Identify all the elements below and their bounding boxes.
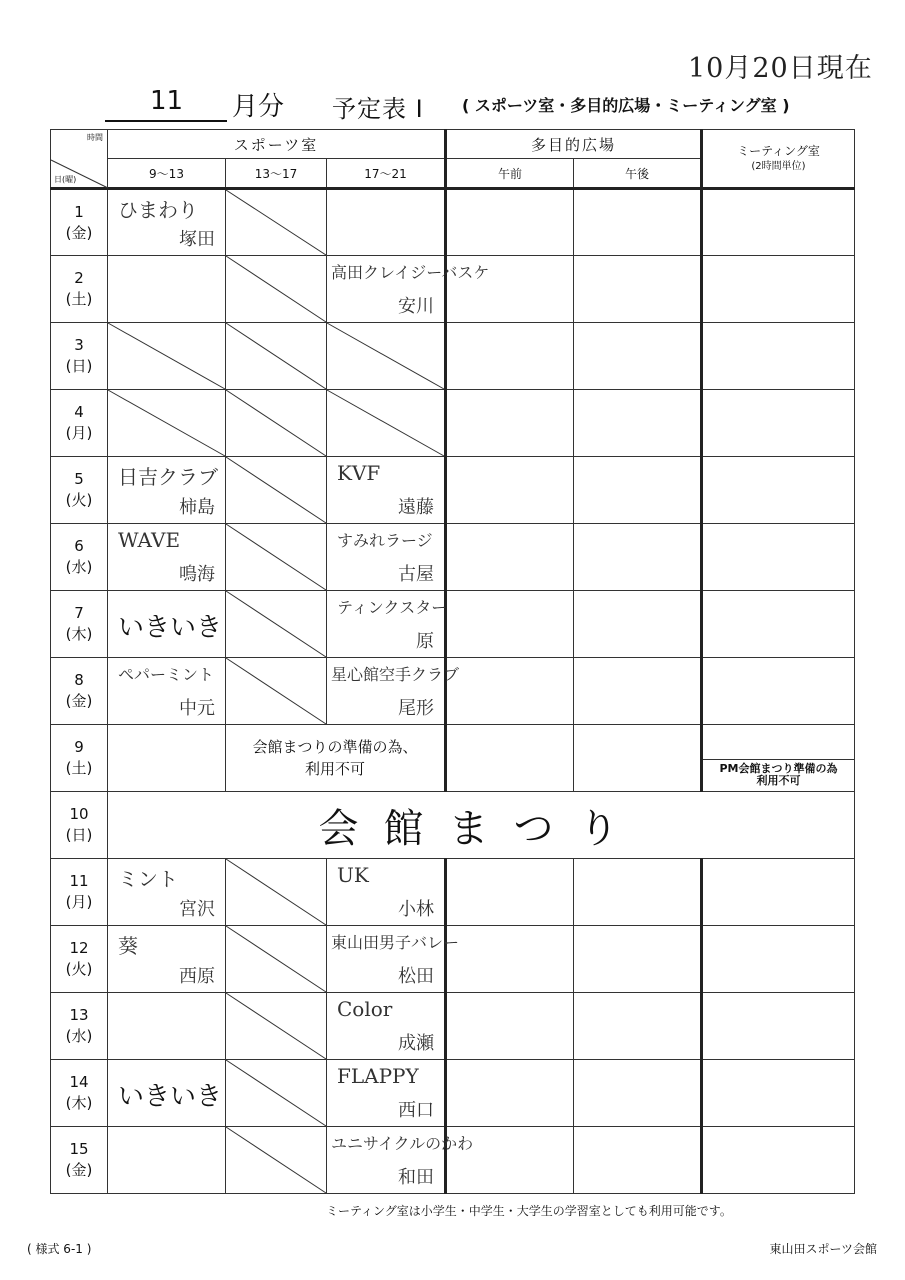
booking-person: 中元 (179, 698, 215, 719)
plaza-pm-cell[interactable] (574, 390, 702, 457)
booking-group: 日吉クラブ (118, 465, 218, 489)
day-row (51, 591, 855, 658)
page-title: 予定表 Ⅰ (332, 95, 424, 123)
day-label: 3 (日) (51, 323, 108, 390)
header-plaza: 多目的広場 (446, 130, 702, 159)
day-row (51, 457, 855, 524)
header-corner (51, 130, 108, 189)
meeting-divider (703, 759, 854, 760)
day-label: 1 (金) (51, 189, 108, 256)
booking-group: ユニサイクルのかわ (331, 1134, 474, 1153)
day-row (51, 792, 855, 859)
meeting-cell[interactable] (702, 390, 855, 457)
header-slot-3: 17～21 (327, 159, 446, 189)
day-row (51, 926, 855, 993)
slot-cell[interactable] (327, 993, 446, 1060)
plaza-pm-cell[interactable] (574, 725, 702, 792)
day-label: 8 (金) (51, 658, 108, 725)
day-label: 13 (水) (51, 993, 108, 1060)
day-row (51, 725, 855, 792)
slot-cell[interactable] (108, 859, 226, 926)
slash-mark (226, 1060, 326, 1126)
plaza-am-cell[interactable] (446, 1060, 574, 1127)
booking-group: KVF (337, 461, 381, 485)
slot-cell[interactable] (108, 1127, 226, 1194)
slot-cell-closed (226, 591, 327, 658)
meeting-cell[interactable] (702, 926, 855, 993)
slot-cell[interactable] (327, 591, 446, 658)
booking-group: すみれラージ (337, 531, 433, 550)
slot-cell-closed (226, 1127, 327, 1194)
booking-person: 塚田 (179, 229, 215, 250)
slot-cell-closed (327, 323, 446, 390)
slash-mark (226, 190, 326, 255)
plaza-am-cell[interactable] (446, 1127, 574, 1194)
footer-note: ミーティング室は小学生・中学生・大学生の学習室としても利用可能です。 (326, 1204, 732, 1218)
booking-person: 松田 (398, 966, 434, 987)
slot-cell[interactable] (327, 926, 460, 993)
booking-person: 遠藤 (398, 497, 434, 518)
plaza-pm-cell[interactable] (574, 658, 702, 725)
booking-group: 高田クレイジーバスケ (331, 263, 490, 282)
slash-mark (226, 926, 326, 992)
slot-cell[interactable] (108, 1060, 226, 1127)
booking-person: 小林 (398, 899, 434, 920)
plaza-pm-cell[interactable] (574, 457, 702, 524)
meeting-cell[interactable] (702, 323, 855, 390)
plaza-am-cell[interactable] (446, 323, 574, 390)
slot-cell-closed (226, 390, 327, 457)
meeting-cell[interactable] (702, 256, 855, 323)
plaza-am-cell[interactable] (446, 591, 574, 658)
day-row (51, 323, 855, 390)
meeting-cell[interactable] (702, 725, 855, 792)
booking-group: 葵 (118, 934, 138, 958)
slot-cell[interactable] (108, 926, 226, 993)
plaza-am-cell[interactable] (446, 725, 574, 792)
slot-cell-closed (226, 524, 327, 591)
plaza-am-cell[interactable] (446, 859, 574, 926)
slot-cell-closed (226, 457, 327, 524)
slash-mark (108, 390, 225, 456)
meeting-cell[interactable] (702, 1127, 855, 1194)
header-meeting-room (702, 130, 855, 189)
day-label: 14 (木) (51, 1060, 108, 1127)
plaza-am-cell[interactable] (446, 658, 574, 725)
booking-group: FLAPPY (337, 1064, 419, 1088)
day-row (51, 658, 855, 725)
slot-cell-closed (226, 859, 327, 926)
day-label: 6 (水) (51, 524, 108, 591)
slot-cell-closed (226, 1060, 327, 1127)
meeting-cell[interactable] (702, 658, 855, 725)
title-underline (105, 120, 227, 122)
meeting-unit-label: (2時間単位) (751, 160, 806, 172)
plaza-pm-cell[interactable] (574, 323, 702, 390)
corner-time-label: 時間 (87, 133, 103, 142)
title-unit: 月分 (232, 92, 285, 122)
page-subtitle: ( スポーツ室・多目的広場・ミーティング室 ) (462, 96, 790, 115)
slot-cell-closed (226, 926, 327, 993)
booking-person: 古屋 (398, 564, 434, 585)
booking-person: 安川 (398, 296, 434, 317)
booking-person: 成瀬 (398, 1033, 434, 1054)
meeting-cell[interactable] (702, 524, 855, 591)
form-number: ( 様式 6-1 ) (27, 1242, 92, 1256)
booking-person: 柿島 (179, 497, 215, 518)
slash-mark (226, 859, 326, 925)
plaza-am-cell[interactable] (446, 993, 574, 1060)
plaza-pm-cell[interactable] (574, 1127, 702, 1194)
day-row (51, 1127, 855, 1194)
booking-group: いきいき (118, 1082, 223, 1112)
day-label: 7 (木) (51, 591, 108, 658)
plaza-pm-cell[interactable] (574, 926, 702, 993)
slot-cell-closed (108, 323, 226, 390)
slash-mark (327, 323, 444, 389)
plaza-pm-cell[interactable] (574, 859, 702, 926)
plaza-am-cell[interactable] (446, 256, 574, 323)
booking-group: いきいき (118, 613, 223, 643)
slot-cell[interactable] (108, 658, 226, 725)
booking-person: 西原 (179, 966, 215, 987)
plaza-pm-cell[interactable] (574, 524, 702, 591)
booking-group: 東山田男子バレー (331, 933, 460, 952)
slot-cell[interactable] (108, 591, 226, 658)
day-row (51, 993, 855, 1060)
header-slot-2: 13～17 (226, 159, 327, 189)
booking-group: ペパーミント (118, 665, 215, 684)
plaza-pm-cell[interactable] (574, 189, 702, 256)
meeting-cell[interactable] (702, 457, 855, 524)
header-pm: 午後 (574, 159, 702, 189)
slash-mark (327, 390, 444, 456)
slot-cell[interactable] (327, 859, 446, 926)
slash-mark (226, 524, 326, 590)
slot-cell[interactable] (327, 1060, 446, 1127)
slot-cell[interactable] (327, 1127, 474, 1194)
schedule-table (50, 129, 855, 1194)
booking-group: WAVE (118, 528, 181, 552)
plaza-pm-cell[interactable] (574, 1060, 702, 1127)
slash-mark (226, 323, 326, 389)
plaza-am-cell[interactable] (446, 189, 574, 256)
organization-name: 東山田スポーツ会館 (769, 1242, 877, 1256)
plaza-pm-cell[interactable] (574, 591, 702, 658)
slot-cell[interactable] (108, 725, 226, 792)
day-label: 4 (月) (51, 390, 108, 457)
slash-mark (108, 323, 225, 389)
slot-cell-closed (226, 993, 327, 1060)
day-row (51, 524, 855, 591)
meeting-cell[interactable] (702, 591, 855, 658)
slot-cell[interactable] (327, 256, 490, 323)
slot-cell-closed (327, 390, 446, 457)
booking-person: 和田 (398, 1167, 434, 1188)
day-label: 10 (日) (51, 792, 108, 859)
day-label: 11 (月) (51, 859, 108, 926)
day-row (51, 189, 855, 256)
meeting-cell[interactable] (702, 859, 855, 926)
slot-cell[interactable] (108, 457, 226, 524)
meeting-cell[interactable] (702, 189, 855, 256)
booking-group: ティンクスター (337, 598, 448, 617)
slot-cell-closed (226, 256, 327, 323)
slash-mark (226, 658, 326, 724)
corner-day-label: 日(曜) (54, 175, 77, 184)
booking-person: 西口 (398, 1100, 434, 1121)
day-label: 5 (火) (51, 457, 108, 524)
header-slot-1: 9～13 (108, 159, 226, 189)
plaza-pm-cell[interactable] (574, 256, 702, 323)
plaza-am-cell[interactable] (446, 390, 574, 457)
day-row (51, 1060, 855, 1127)
slash-mark (226, 591, 326, 657)
day-row (51, 859, 855, 926)
plaza-am-cell[interactable] (446, 926, 574, 993)
booking-person: 鳴海 (179, 564, 215, 585)
booking-group: ひまわり (118, 198, 198, 222)
plaza-pm-cell[interactable] (574, 993, 702, 1060)
festival-banner: 会館まつり (108, 792, 855, 859)
slot-cell[interactable] (108, 524, 226, 591)
meeting-cell[interactable] (702, 993, 855, 1060)
booking-group: UK (337, 863, 369, 887)
meeting-closure-note: PM会館まつり準備の為 利用不可 (719, 762, 838, 787)
plaza-am-cell[interactable] (446, 457, 574, 524)
slash-mark (226, 256, 326, 322)
slot-cell[interactable] (108, 993, 226, 1060)
header-sports-room: スポーツ室 (108, 130, 446, 159)
day-label: 9 (土) (51, 725, 108, 792)
day-label: 12 (火) (51, 926, 108, 993)
closure-notice (226, 725, 446, 792)
slot-cell[interactable] (108, 256, 226, 323)
booking-person: 原 (416, 631, 434, 652)
slash-mark (226, 993, 326, 1059)
slash-mark (226, 1127, 326, 1193)
meeting-cell[interactable] (702, 1060, 855, 1127)
day-label: 2 (土) (51, 256, 108, 323)
day-row (51, 390, 855, 457)
header-am: 午前 (446, 159, 574, 189)
closure-notice-line: 利用不可 (304, 760, 365, 778)
slash-mark (226, 457, 326, 523)
title-month: 11 (150, 86, 184, 116)
slot-cell[interactable] (108, 189, 226, 256)
meeting-room-label: ミーティング室 (737, 143, 820, 158)
slot-cell-closed (226, 323, 327, 390)
slot-cell-closed (226, 189, 327, 256)
slot-cell[interactable] (327, 189, 446, 256)
booking-group: 星心館空手クラブ (331, 665, 460, 684)
booking-group: Color (337, 997, 393, 1021)
slot-cell[interactable] (327, 457, 446, 524)
as-of-date: 10月20日現在 (688, 53, 873, 84)
slash-mark (226, 390, 326, 456)
slot-cell[interactable] (327, 658, 460, 725)
booking-person: 尾形 (398, 698, 434, 719)
day-row (51, 256, 855, 323)
booking-group: ミント (118, 867, 178, 891)
closure-notice-line: 会館まつりの準備の為、 (252, 738, 418, 756)
slot-cell-closed (108, 390, 226, 457)
slot-cell-closed (226, 658, 327, 725)
booking-person: 宮沢 (179, 899, 215, 920)
plaza-am-cell[interactable] (446, 524, 574, 591)
day-label: 15 (金) (51, 1127, 108, 1194)
slot-cell[interactable] (327, 524, 446, 591)
